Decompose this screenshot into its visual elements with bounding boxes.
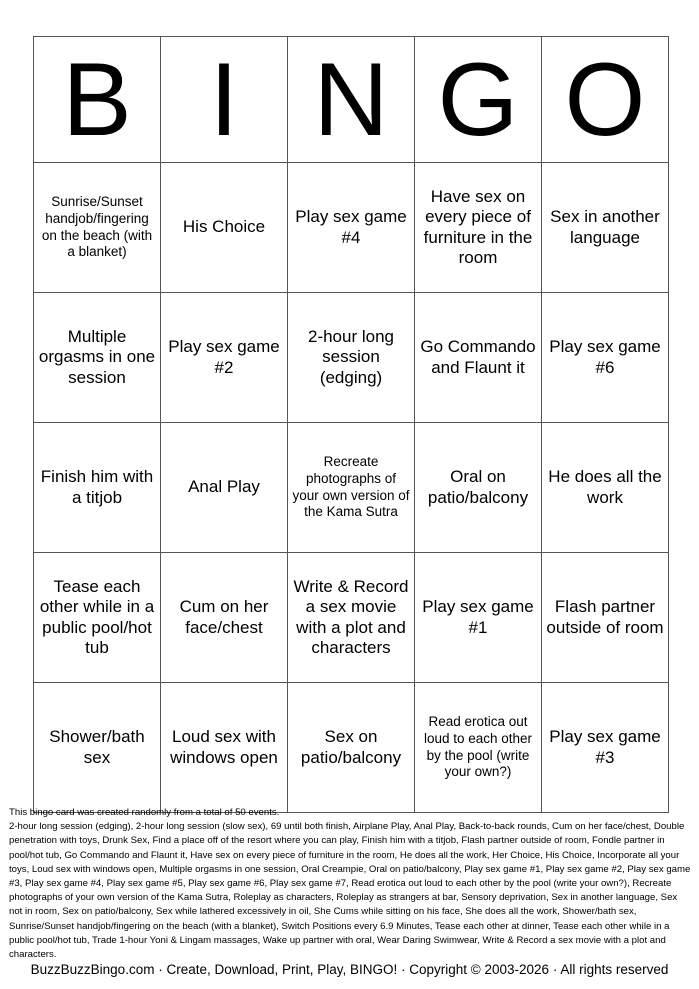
bingo-cell: Write & Record a sex movie with a plot and characters bbox=[288, 553, 415, 683]
bingo-cell: Play sex game #4 bbox=[288, 163, 415, 293]
notes-intro: This bingo card was created randomly from a total of 50 events. bbox=[9, 807, 280, 818]
event-notes bbox=[9, 806, 691, 962]
bingo-cell: Read erotica out loud to each other by the pool (write your own?) bbox=[415, 683, 542, 813]
bingo-cell: Sex on patio/balcony bbox=[288, 683, 415, 813]
bingo-cell: Sunrise/Sunset handjob/fingering on the beach (with a blanket) bbox=[34, 163, 161, 293]
header-letter-n: N bbox=[288, 37, 415, 163]
bingo-row bbox=[34, 293, 669, 423]
bingo-row bbox=[34, 683, 669, 813]
bingo-cell: Loud sex with windows open bbox=[161, 683, 288, 813]
header-letter-b: B bbox=[34, 37, 161, 163]
bingo-cell: Shower/bath sex bbox=[34, 683, 161, 813]
bingo-cell: Flash partner outside of room bbox=[542, 553, 669, 683]
bingo-cell: Play sex game #3 bbox=[542, 683, 669, 813]
bingo-row bbox=[34, 423, 669, 553]
bingo-cell: Anal Play bbox=[161, 423, 288, 553]
bingo-row bbox=[34, 553, 669, 683]
bingo-cell: Tease each other while in a public pool/hot tub bbox=[34, 553, 161, 683]
bingo-cell: Play sex game #1 bbox=[415, 553, 542, 683]
bingo-cell: Recreate photographs of your own version of the Kama Sutra bbox=[288, 423, 415, 553]
bingo-cell: Finish him with a titjob bbox=[34, 423, 161, 553]
bingo-cell: Multiple orgasms in one session bbox=[34, 293, 161, 423]
header-letter-o: O bbox=[542, 37, 669, 163]
notes-event-list: 2-hour long session (edging), 2-hour long session (slow sex), 69 until both finish, Airplane Play, Anal Play, Back-to-back rounds, Cum on her face/chest, Double penetration with toys, Drunk Sex, Find a place off of the resort where you can play, Finish him with a titjob, Flash partner outside of room, Fondle partner in pool/hot tub, Go Commando and Flaunt it, Have sex on every piece of furniture in the room, He does all the work, Her Choice, His Choice, Incorporate all your toys, Loud sex with windows open, Multiple orgasms in one session, Oral Creampie, Oral on patio/balcony, Play sex game #1, Play sex game #2, Play sex game #3, Play sex game #4, Play sex game #5, Play sex game #6, Play sex game #7, Read erotica out loud to each other by the pool (write your own?), Recreate photographs of your own version of the Kama Sutra, Roleplay as characters, Roleplay as strangers at bar, Sensory deprivation, Sex in another language, Sex not in room, Sex on patio/balcony, Sex while lathered excessively in oil, She Cums while sitting on his face, She does all the work, Shower/bath sex, Sunrise/Sunset handjob/fingering on the beach (with a blanket), Switch Positions every 6.9 Minutes, Tease each other at dinner, Tease each other while in a public pool/hot tub, Trade 1-hour Yoni & Lingam massages, Wake up partner with oral, Wear Daring Swimwear, Write & Record a sex movie with a plot and characters. bbox=[9, 821, 691, 960]
bingo-cell: Oral on patio/balcony bbox=[415, 423, 542, 553]
bingo-cell: Go Commando and Flaunt it bbox=[415, 293, 542, 423]
bingo-cell: He does all the work bbox=[542, 423, 669, 553]
page-footer: BuzzBuzzBingo.com · Create, Download, Print, Play, BINGO! · Copyright © 2003-2026 · All rights reserved bbox=[30, 962, 669, 977]
bingo-cell: Play sex game #6 bbox=[542, 293, 669, 423]
header-letter-g: G bbox=[415, 37, 542, 163]
bingo-row bbox=[34, 163, 669, 293]
bingo-cell: Have sex on every piece of furniture in the room bbox=[415, 163, 542, 293]
bingo-cell: Play sex game #2 bbox=[161, 293, 288, 423]
bingo-cell: Cum on her face/chest bbox=[161, 553, 288, 683]
bingo-cell: Sex in another language bbox=[542, 163, 669, 293]
bingo-card bbox=[33, 36, 669, 813]
bingo-cell: 2-hour long session (edging) bbox=[288, 293, 415, 423]
bingo-header-row bbox=[34, 37, 669, 163]
header-letter-i: I bbox=[161, 37, 288, 163]
bingo-cell: His Choice bbox=[161, 163, 288, 293]
